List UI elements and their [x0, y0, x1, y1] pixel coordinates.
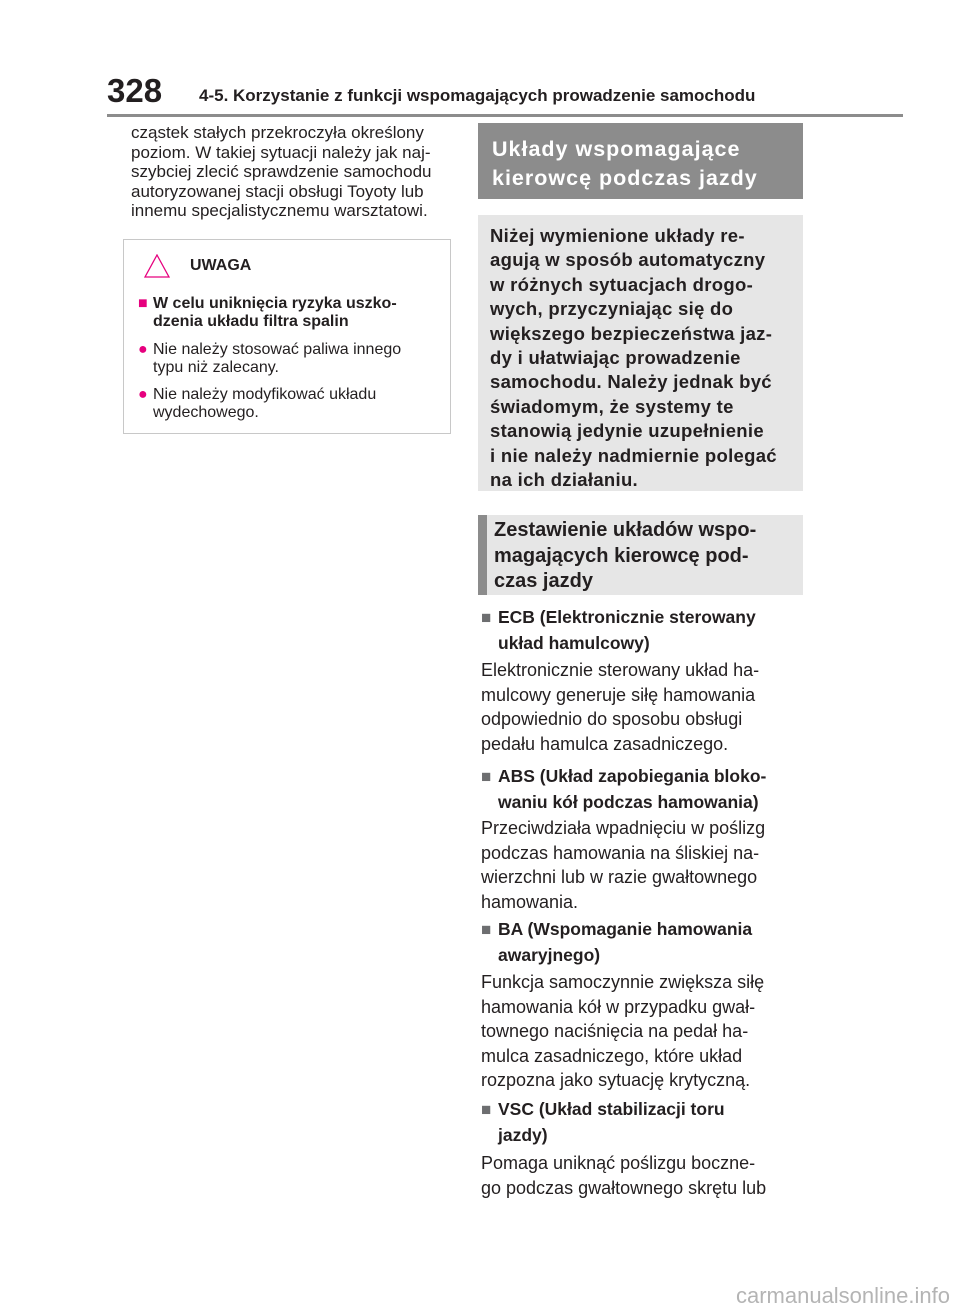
intro-box: Niżej wymienione układy re- agują w sposób automatyczny w różnych sytuacjach drogo- wych, przyczyniając się do większego bezpieczeństwa jaz- dy i ułatwiając prowadzenie samochodu. Należy jednak być świadomym, że systemy te stanowią jedynie uzupełnienie i nie należy nadmiernie polegać na ich działaniu.: [478, 215, 803, 491]
text-line: innemu specjalistycznemu warsztatowi.: [131, 201, 428, 220]
square-bullet-icon: ■: [138, 295, 148, 312]
warning-triangle-icon: [144, 254, 170, 278]
header-rule: [107, 114, 903, 117]
square-bullet-icon: ■: [481, 1100, 492, 1119]
section-title: Układy wspomagające kierowcę podczas jazdy: [478, 123, 803, 199]
left-paragraph: [131, 123, 461, 221]
watermark: carmanualsonline.info: [735, 1283, 950, 1308]
item-title-ecb: ■ ECB (Elektronicznie sterowany układ hamulcowy): [481, 607, 756, 653]
dot-bullet-icon: ●: [138, 341, 148, 358]
chapter-title: 4-5. Korzystanie z funkcji wspomagających prowadzenie samochodu: [199, 86, 756, 105]
warning-heading: ■ W celu uniknięcia ryzyka uszko- dzenia układu filtra spalin: [138, 295, 397, 330]
dot-bullet-icon: ●: [138, 386, 148, 403]
square-bullet-icon: ■: [481, 920, 492, 939]
page-header: [107, 72, 903, 118]
text-line: cząstek stałych przekroczyła określony: [131, 123, 424, 142]
warning-header: [124, 240, 450, 282]
item-body-ecb: Elektronicznie sterowany układ ha- mulcowy generuje siłę hamowania odpowiednio do sposobu obsługi pedału hamulca zasadniczego.: [481, 660, 760, 754]
item-title-vsc: ■ VSC (Układ stabilizacji toru jazdy): [481, 1099, 725, 1145]
heading-bar: [478, 515, 487, 595]
warning-item: ● Nie należy modyfikować układu wydechowego.: [138, 386, 377, 421]
item-body-abs: Przeciwdziała wpadnięciu w poślizg podczas hamowania na śliskiej na- wierzchni lub w razie gwałtownego hamowania.: [481, 818, 766, 912]
warning-box: [123, 239, 451, 434]
page-number: 328: [107, 72, 163, 109]
subsection-heading: Zestawienie układów wspo- magających kierowcę pod- czas jazdy: [478, 515, 803, 595]
warning-title: UWAGA: [190, 257, 252, 274]
square-bullet-icon: ■: [481, 767, 492, 786]
text-line: poziom. W takiej sytuacji należy jak naj-: [131, 142, 431, 162]
text-line: autoryzowanej stacji obsługi Toyoty lub: [131, 181, 424, 201]
square-bullet-icon: ■: [481, 608, 492, 627]
item-title-ba: ■ BA (Wspomaganie hamowania awaryjnego): [481, 919, 753, 965]
text-line: szybciej zlecić sprawdzenie samochodu: [131, 162, 432, 181]
warning-item: ● Nie należy stosować paliwa innego typu niż zalecany.: [138, 341, 402, 376]
item-body-ba: Funkcja samoczynnie zwiększa siłę hamowania kół w przypadku gwał- townego naciśnięcia na pedał ha- mulca zasadniczego, które układ rozpozna jako sytuację krytyczną.: [481, 972, 765, 1090]
item-title-abs: ■ ABS (Układ zapobiegania bloko- waniu kół podczas hamowania): [481, 766, 767, 812]
item-body-vsc: Pomaga uniknąć poślizgu boczne- go podczas gwałtownego skrętu lub: [481, 1153, 767, 1198]
